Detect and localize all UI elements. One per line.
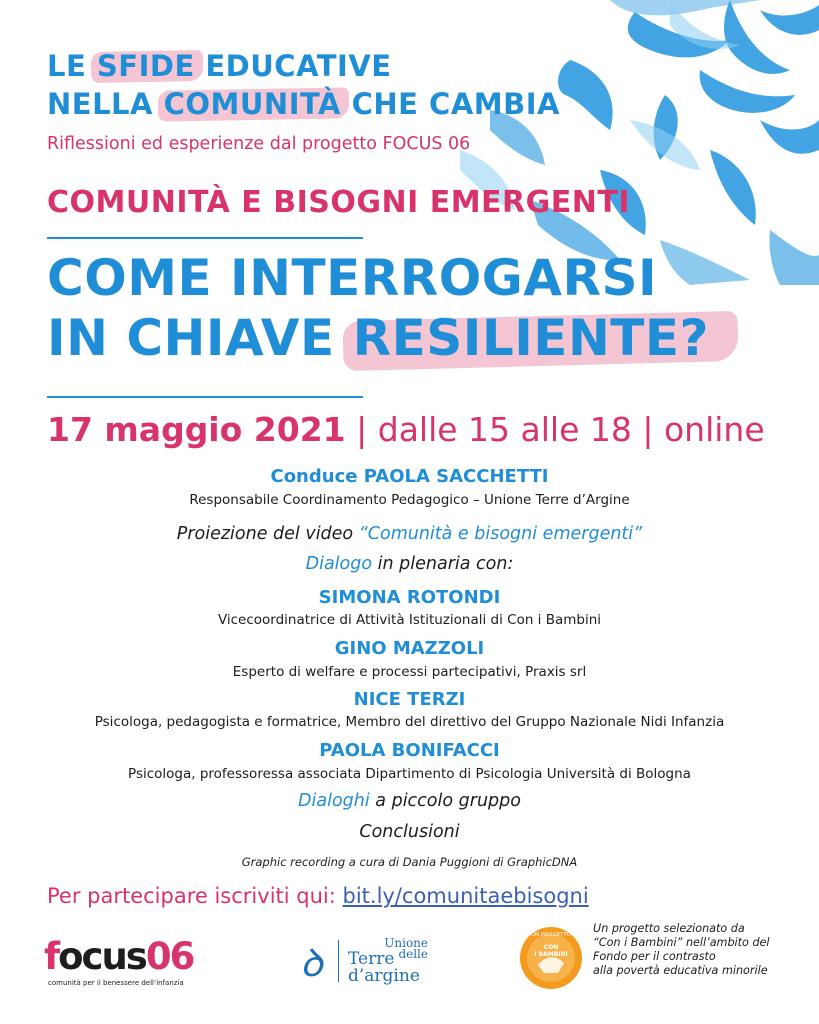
divider-bottom [47,396,363,398]
dialogue-rest: in plenaria con: [372,554,514,574]
unione-big-2: d’argine [348,966,420,986]
event-time: dalle 15 alle 18 [377,410,632,449]
registration-label: Per partecipare iscriviti qui: [47,884,343,908]
unione-monogram-icon: ꝺ [300,941,323,985]
unione-terre-argine-logo [300,936,435,988]
unione-separator [338,940,339,982]
series-line2-highlight: COMUNITÀ [163,87,341,121]
focus06-logo [44,935,194,995]
event-sep-1: | [345,410,378,449]
focus-rest: ocus [58,935,146,978]
video-line [0,524,819,544]
con-i-bambini-badge-icon [518,925,584,991]
unione-small-2: delle [398,947,428,961]
focus-num: 06 [145,935,194,978]
question-line-1: COME INTERROGARSI [47,249,658,307]
host-role: Responsabile Coordinamento Pedagogico – Unione Terre d’Argine [189,492,630,508]
theme-title: COMUNITÀ E BISOGNI EMERGENTI [47,185,631,220]
main-question [47,248,709,368]
series-title [47,47,607,123]
focus06-tagline: comunità per il benessere dell’infanzia [48,979,184,987]
event-mode: online [663,410,765,449]
host-name: Conduce PAOLA SACCHETTI [270,466,549,487]
registration-link[interactable]: bit.ly/comunitaebisogni [342,884,589,908]
series-line1-highlight: SFIDE [96,49,195,83]
event-date: 17 maggio 2021 [47,410,346,449]
groups-word: Dialoghi [298,791,370,811]
speaker-role: Psicologa, professoressa associata Dipartimento di Psicologia Università di Bologna [128,766,691,782]
speaker-name: PAOLA BONIFACCI [319,740,500,761]
question-line2-pre: IN CHIAVE [47,309,353,367]
focus06-wordmark [44,935,193,978]
speaker-role: Psicologa, pedagogista e formatrice, Membro del direttivo del Gruppo Nazionale Nidi Infanzia [94,714,725,730]
video-prefix: Proiezione del video [176,524,359,544]
event-sep-2: | [631,410,664,449]
unione-big-1: Terre [348,949,395,969]
project-note-line: alla povertà educativa minorile [593,964,768,977]
series-line2-pre: NELLA [47,87,164,121]
project-note [593,922,770,978]
unione-small-1: Unione [384,936,428,950]
speaker-role: Esperto di welfare e processi partecipativi, Praxis srl [232,664,587,680]
badge-top-text: UN PROGETTO [530,932,572,938]
badge-mid-1: CON [543,944,559,951]
speaker-name: NICE TERZI [353,689,466,710]
series-title-line-2 [47,85,607,123]
speaker-name: SIMONA ROTONDI [318,587,501,608]
project-note-line: Un progetto selezionato da [593,922,745,935]
series-line1-pre: LE [47,49,97,83]
focus-f: f [44,935,59,978]
event-dateline [47,410,787,449]
credits: Graphic recording a cura di Dania Puggioni di GraphicDNA [241,855,578,869]
question-line-2 [47,308,709,368]
dialogue-line [0,554,819,574]
subtitle: Riflessioni ed esperienze dal progetto FOCUS 06 [47,134,471,154]
registration-line [47,884,589,908]
series-line2-post: CHE CAMBIA [340,87,560,121]
question-highlight: RESILIENTE? [352,309,710,367]
video-title: “Comunità e bisogni emergenti” [358,524,643,544]
speaker-role: Vicecoordinatrice di Attività Istituzionali di Con i Bambini [217,612,602,628]
groups-rest: a piccolo gruppo [369,791,521,811]
series-title-line-1 [47,47,607,85]
watercolor-decoration [460,0,819,285]
unione-text [348,936,428,985]
dialogue-word: Dialogo [305,554,373,574]
speaker-name: GINO MAZZOLI [334,638,485,659]
project-note-line: “Con i Bambini” nell’ambito del [593,936,770,949]
groups-line [0,791,819,811]
badge-mid-2: I BAMBINI [534,951,568,958]
series-line1-post: EDUCATIVE [194,49,392,83]
divider-top [47,237,363,239]
project-note-line: Fondo per il contrasto [593,950,716,963]
conclusions: Conclusioni [359,822,460,842]
